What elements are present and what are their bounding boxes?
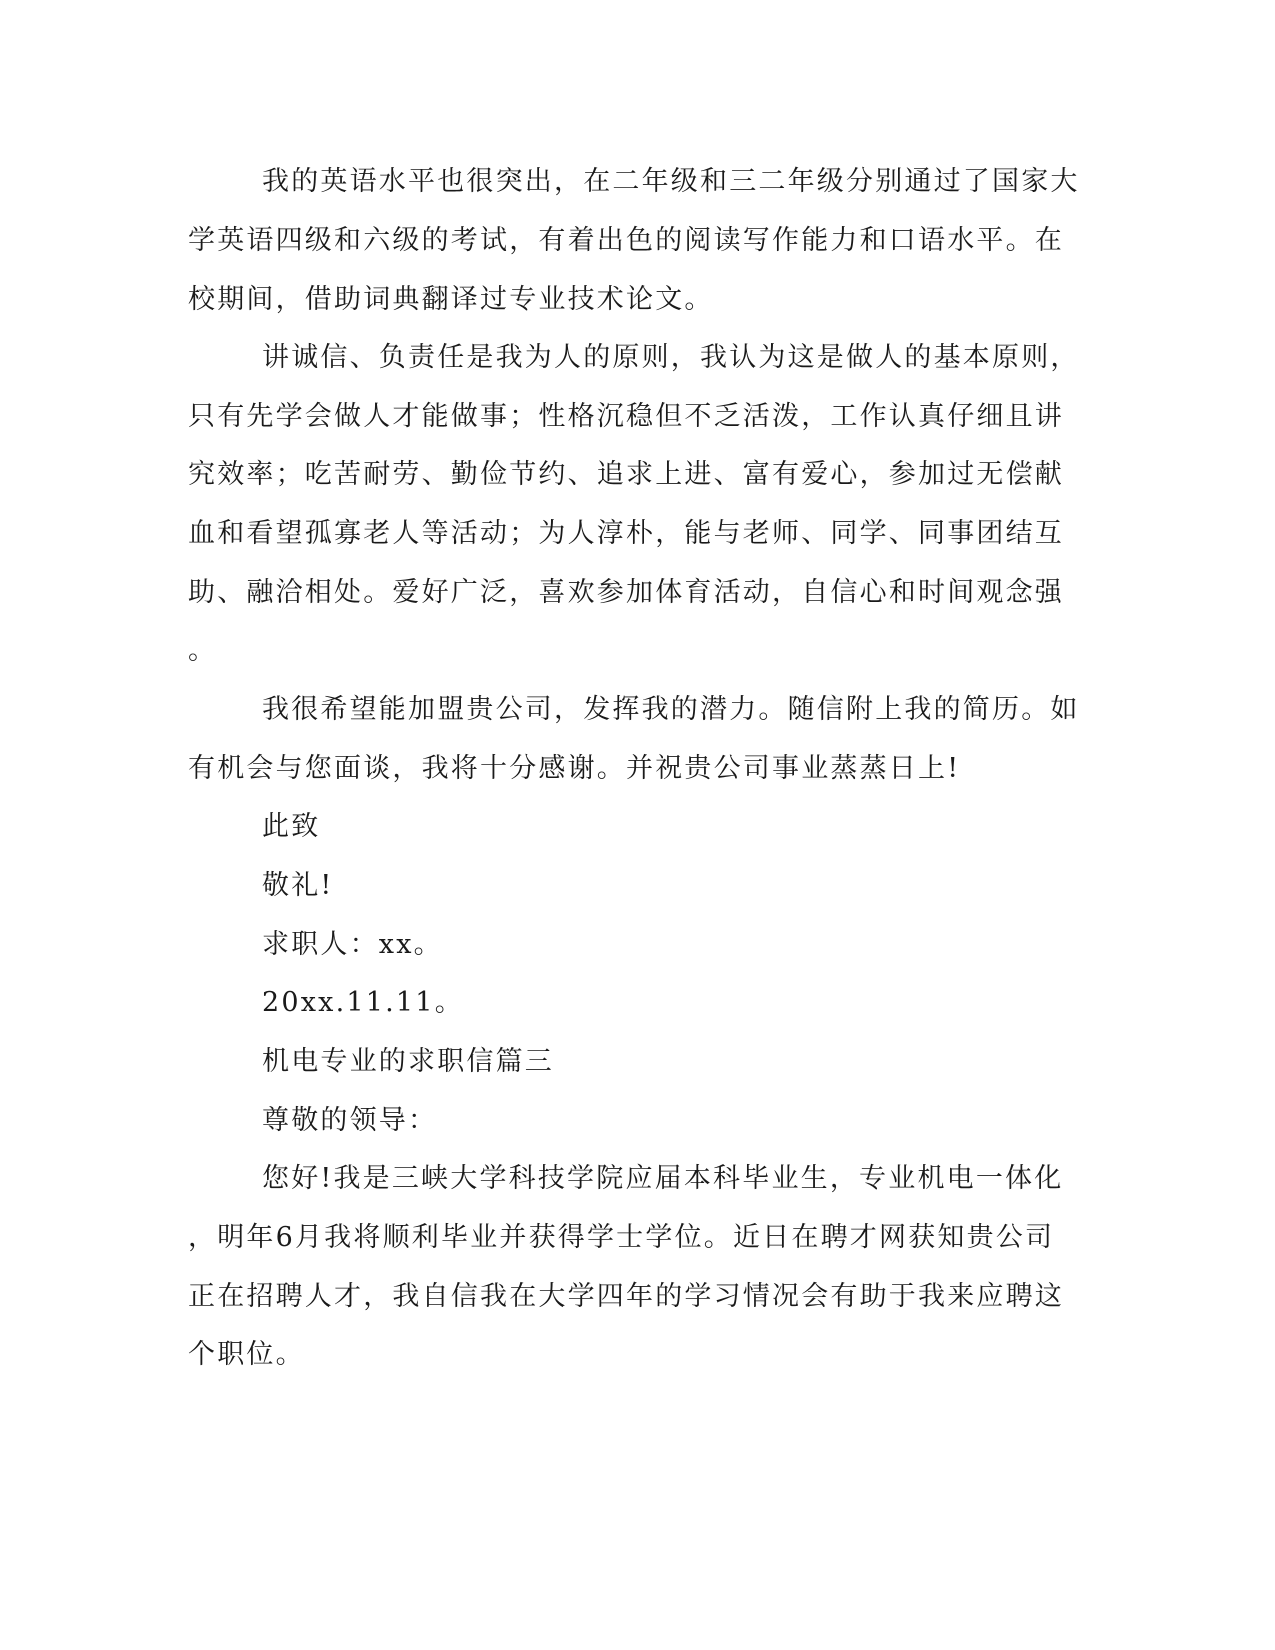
greeting-line: 尊敬的领导： (262, 1105, 438, 1136)
text-line: 学英语四级和六级的考试，有着出色的阅读写作能力和口语水平。在 (188, 225, 1064, 256)
text-line: 究效率；吃苦耐劳、勤俭节约、追求上进、富有爱心，参加过无偿献 (188, 459, 1064, 490)
text-line: 血和看望孤寡老人等活动；为人淳朴，能与老师、同学、同事团结互 (188, 518, 1064, 549)
text-line: 校期间，借助词典翻译过专业技术论文。 (188, 284, 714, 315)
text-line: 我很希望能加盟贵公司，发挥我的潜力。随信附上我的简历。如 (262, 694, 1080, 725)
text-line: 讲诚信、负责任是我为人的原则，我认为这是做人的基本原则， (262, 342, 1080, 373)
section-heading: 机电专业的求职信篇三 (262, 1046, 554, 1077)
text-line: 有机会与您面谈，我将十分感谢。并祝贵公司事业蒸蒸日上! (188, 753, 961, 784)
text-line: 只有先学会做人才能做事；性格沉稳但不乏活泼，工作认真仔细且讲 (188, 401, 1064, 432)
text-line: 个职位。 (188, 1339, 305, 1370)
date-line: 20xx.11.11。 (262, 987, 464, 1018)
text-line: 。 (188, 635, 218, 666)
salutation-line: 敬礼! (262, 870, 334, 901)
text-line: 助、融洽相处。爱好广泛，喜欢参加体育活动，自信心和时间观念强 (188, 577, 1064, 608)
text-line: 您好!我是三峡大学科技学院应届本科毕业生，专业机电一体化 (262, 1163, 1064, 1194)
applicant-line: 求职人：xx。 (262, 929, 443, 960)
closing-line: 此致 (262, 811, 321, 842)
text-line: 正在招聘人才，我自信我在大学四年的学习情况会有助于我来应聘这 (188, 1281, 1064, 1312)
text-line: 我的英语水平也很突出，在二年级和三二年级分别通过了国家大 (262, 166, 1080, 197)
text-line: ，明年6月我将顺利毕业并获得学士学位。近日在聘才网获知贵公司 (188, 1222, 1055, 1253)
